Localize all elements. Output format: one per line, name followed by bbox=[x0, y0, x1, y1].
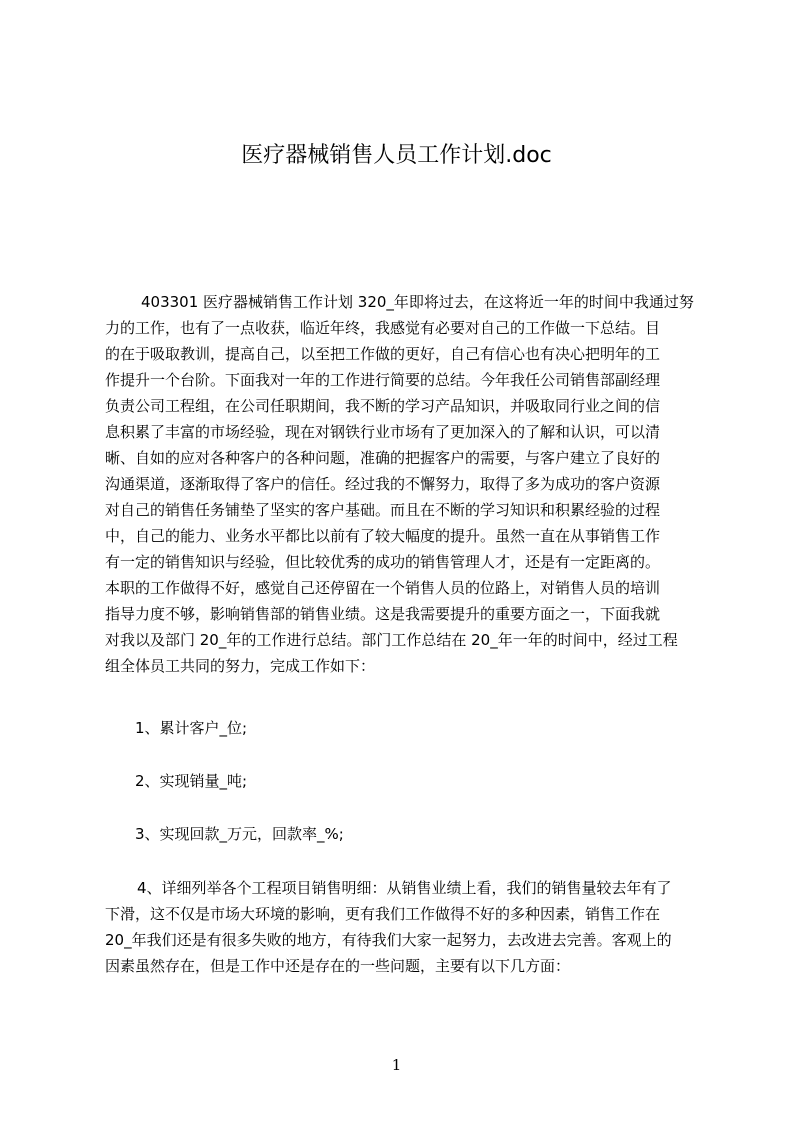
paragraph-line: 对我以及部门 20_年的工作进行总结。部门工作总结在 20_年一年的时间中，经过工程 bbox=[105, 631, 678, 649]
paragraph-line: 本职的工作做得不好，感觉自己还停留在一个销售人员的位路上，对销售人员的培训 bbox=[105, 579, 661, 597]
paragraph-line: 因素虽然存在，但是工作中还是存在的一些问题，主要有以下几方面： bbox=[105, 957, 571, 975]
list-item: 1、累计客户_位; bbox=[135, 719, 248, 737]
document-title: 医疗器械销售人员工作计划.doc bbox=[241, 143, 552, 168]
page-number: 1 bbox=[391, 1056, 402, 1074]
paragraph-line: 作提升一个台阶。下面我对一年的工作进行简要的总结。今年我任公司销售部副经理 bbox=[105, 371, 661, 389]
paragraph-line: 力的工作，也有了一点收获，临近年终，我感觉有必要对自己的工作做一下总结。目 bbox=[105, 319, 661, 337]
list-item: 3、实现回款_万元，回款率_%; bbox=[135, 825, 344, 843]
list-item: 2、实现销量_吨; bbox=[135, 772, 248, 790]
paragraph-line: 沟通渠道，逐渐取得了客户的信任。经过我的不懈努力，取得了多为成功的客户资源 bbox=[105, 475, 661, 493]
paragraph-line: 组全体员工共同的努力，完成工作如下： bbox=[105, 657, 376, 675]
paragraph-line: 有一定的销售知识与经验，但比较优秀的成功的销售管理人才，还是有一定距离的。 bbox=[105, 553, 661, 571]
paragraph-line: 下滑，这不仅是市场大环境的影响，更有我们工作做得不好的多种因素，销售工作在 bbox=[105, 905, 661, 923]
paragraph-line: 对自己的销售任务铺垫了坚实的客户基础。而且在不断的学习知识和积累经验的过程 bbox=[105, 501, 661, 519]
paragraph-line: 晰、自如的应对各种客户的各种问题，准确的把握客户的需要，与客户建立了良好的 bbox=[105, 449, 661, 467]
paragraph-line: 指导力度不够，影响销售部的销售业绩。这是我需要提升的重要方面之一，下面我就 bbox=[105, 605, 661, 623]
paragraph-line: 的在于吸取教训，提高自己，以至把工作做的更好，自己有信心也有决心把明年的工 bbox=[105, 345, 661, 363]
paragraph-line: 负责公司工程组，在公司任职期间，我不断的学习产品知识，并吸取同行业之间的信 bbox=[105, 397, 661, 415]
paragraph-line: 中，自己的能力、业务水平都比以前有了较大幅度的提升。虽然一直在从事销售工作 bbox=[105, 527, 661, 545]
paragraph-line: 403301 医疗器械销售工作计划 320_年即将过去，在这将近一年的时间中我通过努 bbox=[141, 293, 694, 311]
paragraph-line: 20_年我们还是有很多失败的地方，有待我们大家一起努力，去改进去完善。客观上的 bbox=[105, 931, 672, 949]
paragraph-line: 息积累了丰富的市场经验，现在对钢铁行业市场有了更加深入的了解和认识，可以清 bbox=[105, 423, 661, 441]
paragraph-line: 4、详细列举各个工程项目销售明细：从销售业绩上看，我们的销售量较去年有了 bbox=[137, 879, 672, 897]
